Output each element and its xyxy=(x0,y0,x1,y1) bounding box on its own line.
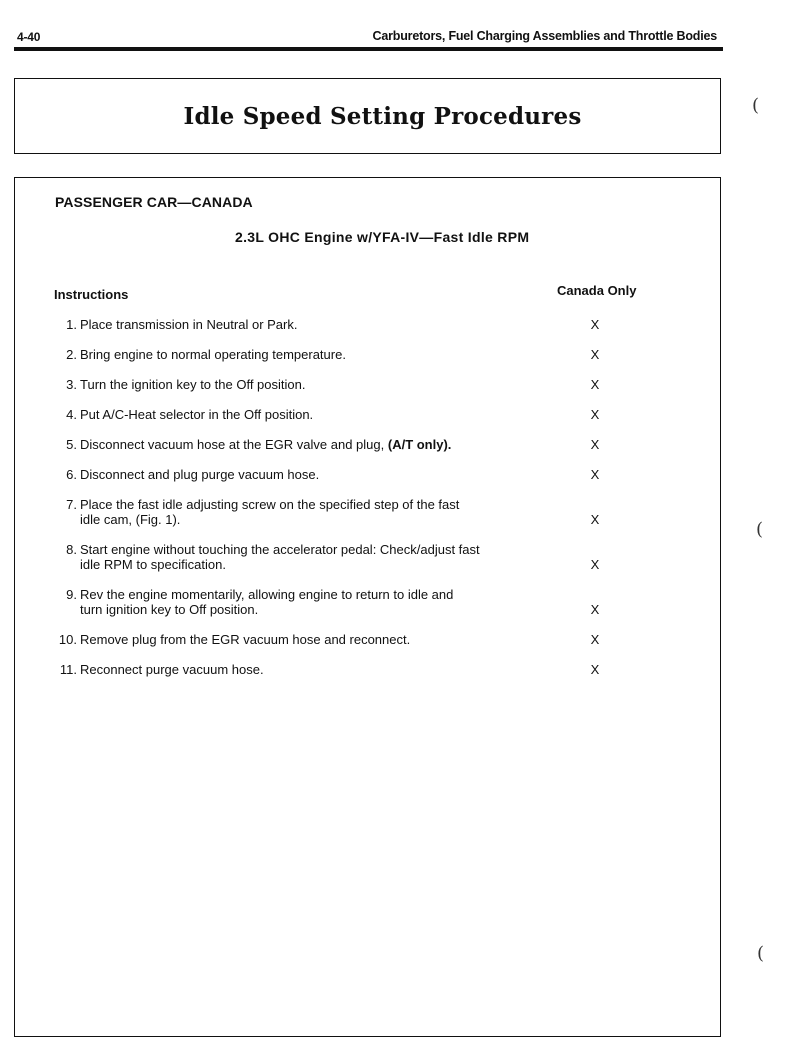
page-number: 4-40 xyxy=(17,30,41,44)
canada-mark: X xyxy=(590,557,600,572)
step-text xyxy=(80,437,530,452)
step-number: 5. xyxy=(66,437,77,452)
canada-mark: X xyxy=(590,662,600,677)
step-number: 7. xyxy=(66,497,77,512)
step-text-line: Place the fast idle adjusting screw on the specified step of the fast xyxy=(80,497,460,512)
margin-mark: ( xyxy=(756,519,764,540)
section-title: PASSENGER CAR—CANADA xyxy=(55,194,253,210)
step-text-line: idle RPM to specification. xyxy=(80,557,226,572)
step-number: 11. xyxy=(59,662,77,677)
canada-mark: X xyxy=(590,437,600,452)
step-number: 9. xyxy=(66,587,77,602)
canada-mark: X xyxy=(590,512,600,527)
step-number: 8. xyxy=(66,542,77,557)
step-text-line: idle cam, (Fig. 1). xyxy=(80,512,181,527)
header-rule xyxy=(14,47,723,51)
step-text xyxy=(80,587,530,617)
margin-mark: ( xyxy=(752,95,760,116)
step-text: Bring engine to normal operating temperature. xyxy=(80,347,346,362)
page-title: Idle Speed Setting Procedures xyxy=(183,102,582,130)
step-text-bold: (A/T only). xyxy=(387,437,452,452)
canada-mark: X xyxy=(590,377,600,392)
step-number: 1. xyxy=(66,317,77,332)
canada-mark: X xyxy=(590,602,600,617)
canada-mark: X xyxy=(590,467,600,482)
step-text-line: turn ignition key to Off position. xyxy=(80,602,259,617)
step-number: 6. xyxy=(66,467,77,482)
step-text: Turn the ignition key to the Off position. xyxy=(80,377,306,392)
step-text: Reconnect purge vacuum hose. xyxy=(80,662,264,677)
title-box xyxy=(14,78,721,154)
margin-mark: ( xyxy=(757,943,765,964)
step-number: 4. xyxy=(66,407,77,422)
step-text: Disconnect and plug purge vacuum hose. xyxy=(80,467,320,482)
column-header-canada-only: Canada Only xyxy=(557,283,637,298)
step-text xyxy=(80,497,530,527)
step-text-plain: Disconnect vacuum hose at the EGR valve and plug, xyxy=(80,437,385,452)
canada-mark: X xyxy=(590,347,600,362)
running-head: Carburetors, Fuel Charging Assemblies and Throttle Bodies xyxy=(372,29,717,43)
step-number: 3. xyxy=(66,377,77,392)
step-text-line: Start engine without touching the accelerator pedal: Check/adjust fast xyxy=(80,542,480,557)
step-number: 2. xyxy=(66,347,77,362)
canada-mark: X xyxy=(590,407,600,422)
step-text xyxy=(80,542,530,572)
step-text: Remove plug from the EGR vacuum hose and reconnect. xyxy=(80,632,411,647)
procedure-box xyxy=(14,177,721,1037)
step-text: Put A/C-Heat selector in the Off position. xyxy=(80,407,314,422)
column-header-instructions: Instructions xyxy=(54,287,129,302)
canada-mark: X xyxy=(590,317,600,332)
section-subtitle: 2.3L OHC Engine w/YFA-IV—Fast Idle RPM xyxy=(235,229,530,245)
step-number: 10. xyxy=(58,632,77,647)
step-text-line: Rev the engine momentarily, allowing engine to return to idle and xyxy=(80,587,454,602)
step-text: Place transmission in Neutral or Park. xyxy=(80,317,298,332)
canada-mark: X xyxy=(590,632,600,647)
